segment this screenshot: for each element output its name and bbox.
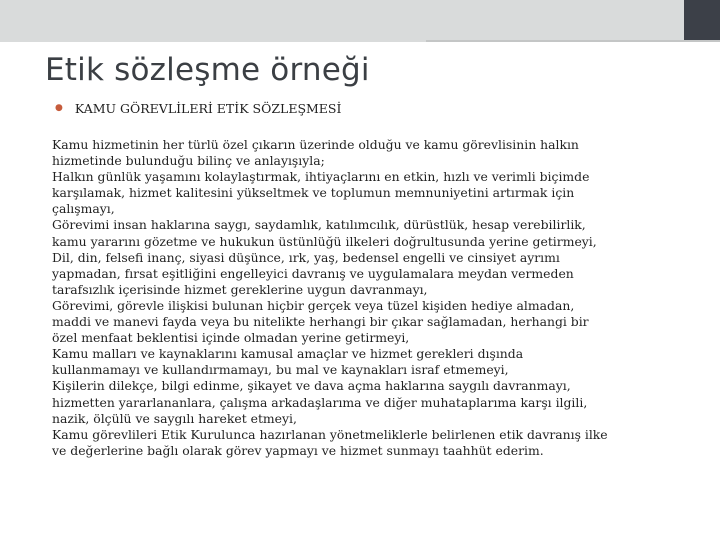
body-line: özel menfaat beklentisi içinde olmadan yerine getirmeyi,	[52, 330, 410, 346]
body-line: hizmetten yararlananlara, çalışma arkadaşlarıma ve diğer muhataplarıma karşı ilgili,	[52, 394, 588, 410]
top-bar-light-segment	[0, 0, 684, 42]
body-line: tarafsızlık içerisinde hizmet gereklerine uygun davranmayı,	[52, 281, 428, 297]
body-text	[52, 137, 692, 459]
body-line: çalışmayı,	[52, 201, 115, 217]
bullet-heading-text: KAMU GÖREVLİLERİ ETİK SÖZLEŞMESİ	[74, 101, 342, 116]
body-line: nazik, ölçülü ve saygılı hareket etmeyi,	[52, 410, 297, 426]
body-line: Görevimi, görevle ilişkisi bulunan hiçbir gerçek veya tüzel kişiden hediye almadan,	[52, 297, 575, 313]
body-line: Dil, din, felsefi inanç, siyasi düşünce, ırk, yaş, bedensel engelli ve cinsiyet ayrımı	[52, 249, 560, 265]
body-line: Görevimi insan haklarına saygı, saydamlık, katılımcılık, dürüstlük, hesap verebilirlik,	[52, 217, 586, 233]
top-bar-dark-segment	[684, 0, 720, 42]
body-line: kamu yararını gözetme ve hukukun üstünlüğü ilkeleri doğrultusunda yerine getirmeyi,	[52, 233, 597, 249]
bullet-dot-icon: ●	[55, 103, 63, 113]
body-line: Kişilerin dilekçe, bilgi edinme, şikayet ve dava açma haklarına saygılı davranmayı,	[52, 378, 571, 394]
body-line: Kamu malları ve kaynaklarını kamusal amaçlar ve hizmet gerekleri dışında	[52, 346, 524, 362]
body-line: maddi ve manevi fayda veya bu nitelikte herhangi bir çıkar sağlamadan, herhangi bir	[52, 314, 589, 330]
body-line: Kamu hizmetinin her türlü özel çıkarın üzerinde olduğu ve kamu görevlisinin halkın	[52, 137, 579, 152]
title-accent-line	[426, 40, 720, 42]
body-line: hizmetinde bulunduğu bilinç ve anlayışıyla;	[52, 153, 325, 169]
slide-title: Etik sözleşme örneği	[45, 52, 370, 88]
bullet-heading	[55, 101, 341, 116]
body-line: kullanmamayı ve kullandırmamayı, bu mal ve kaynakları israf etmemeyi,	[52, 362, 509, 378]
body-line: ve değerlerine bağlı olarak görev yapmayı ve hizmet sunmayı taahhüt ederim.	[52, 442, 544, 458]
body-line: karşılamak, hizmet kalitesini yükseltmek ve toplumun memnuniyetini artırmak için	[52, 185, 575, 201]
body-line: Kamu görevlileri Etik Kurulunca hazırlanan yönetmeliklerle belirlenen etik davranış ilke	[52, 426, 608, 442]
body-line: Halkın günlük yaşamını kolaylaştırmak, ihtiyaçlarını en etkin, hızlı ve verimli biçimde	[52, 169, 590, 185]
top-decorative-bar	[0, 0, 720, 42]
body-line: yapmadan, fırsat eşitliğini engelleyici davranış ve uygulamalara meydan vermeden	[52, 265, 574, 281]
